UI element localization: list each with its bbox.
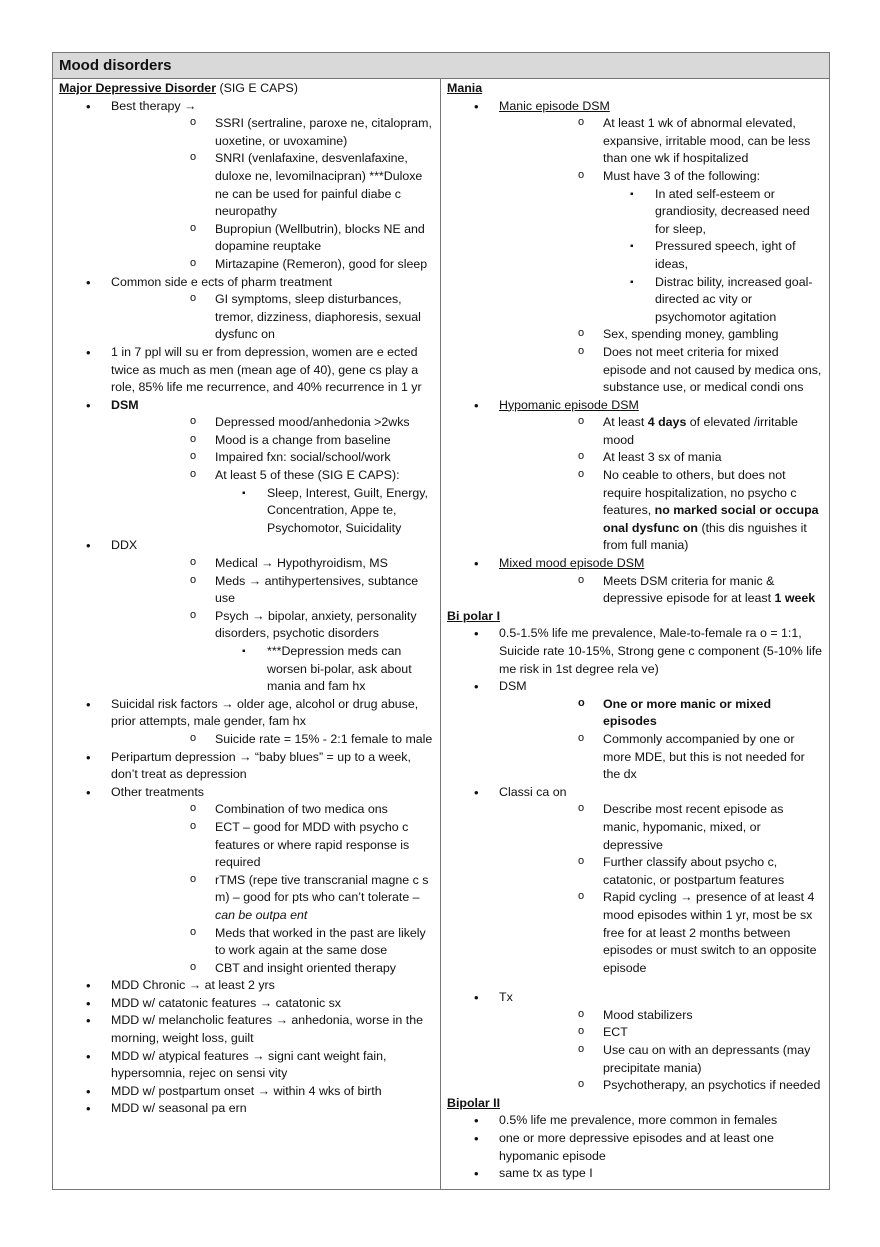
list-item: o Meds that worked in the past are likely to work again at the same dose: [163, 925, 434, 960]
list-item: o Sex, spending money, gambling: [551, 326, 823, 344]
list-item: o Describe most recent episode as manic, hypomanic, mixed, or depressive: [551, 801, 823, 854]
mdd-heading: Major Depressive Disorder (SIG E CAPS): [59, 81, 298, 95]
list-item: o Combination of two medica ons: [163, 801, 434, 819]
list-item: • Hypomanic episode DSM o At least 4 days of elevated /irritable mood o At least 3 sx of mania o No ceable to others, but does not require hospitalization, no psycho c features, no marked social or occupa onal dysfunc on (this dis nguishes it from full mania): [447, 397, 823, 555]
list-item: o At least 1 wk of abnormal elevated, expansive, irritable mood, can be less than one wk if hospitalized: [551, 115, 823, 168]
mdd-column: [53, 79, 441, 1189]
list-item: o At least 4 days of elevated /irritable mood: [551, 414, 823, 449]
list-item: o At least 5 of these (SIG E CAPS): ▪ Sleep, Interest, Guilt, Energy, Concentration, Appe te, Psychomotor, Suicidality: [163, 467, 434, 537]
list-item: o Psychotherapy, an psychotics if needed: [551, 1077, 823, 1095]
list-item: o GI symptoms, sleep disturbances, tremor, dizziness, diaphoresis, sexual dysfunc on: [163, 291, 434, 344]
list-item: o Meets DSM criteria for manic & depressive episode for at least 1 week: [551, 573, 823, 608]
list-item: o Use cau on with an depressants (may precipitate mania): [551, 1042, 823, 1077]
mania-heading: Mania: [447, 81, 483, 95]
list-item: • Classi ca on o Describe most recent episode as manic, hypomanic, mixed, or depressive o Further classify about psycho c, catatonic, or postpartum features o Rapid cycling → presence of at least 4 mood episodes within 1 yr, most be sx free for at least 2 months between episodes or must switch to an opposite episode: [447, 784, 823, 978]
list-item: o SSRI (sertraline, paroxe ne, citalopram, uoxetine, or uvoxamine): [163, 115, 434, 150]
list-item: • MDD w/ melancholic features → anhedonia, worse in the morning, weight loss, guilt: [59, 1012, 434, 1047]
list-item: o Meds → antihypertensives, subtance use: [163, 573, 434, 608]
list-item: • DSM o Depressed mood/anhedonia >2wks o Mood is a change from baseline o Impaired fxn: social/school/work o At least 5 of these (SIG E CAPS): ▪ Sleep, Interest, Guilt, Energy, Concentration, Appe te, Psychomotor, Suicidality: [59, 397, 434, 538]
mood-disorders-table: [52, 52, 830, 1190]
list-item: • Tx o Mood stabilizers o ECT o Use cau on with an depressants (may precipitate mania) o Psychotherapy, an psychotics if needed: [447, 989, 823, 1095]
list-item: ▪ ***Depression meds can worsen bi-polar, ask about mania and fam hx: [215, 643, 434, 696]
list-item: o Impaired fxn: social/school/work: [163, 449, 434, 467]
list-item: • MDD w/ catatonic features → catatonic sx: [59, 995, 434, 1013]
list-item: o Further classify about psycho c, catatonic, or postpartum features: [551, 854, 823, 889]
list-item: o Bupropiun (Wellbutrin), blocks NE and dopamine reuptake: [163, 221, 434, 256]
bipolar-1-heading: Bi polar I: [447, 608, 501, 623]
list-item: o No ceable to others, but does not require hospitalization, no psycho c features, no marked social or occupa onal dysfunc on (this dis nguishes it from full mania): [551, 467, 823, 555]
list-item: ▪ Distrac bility, increased goal-directed ac vity or psychomotor agitation: [603, 274, 823, 327]
list-item: • 0.5-1.5% life me prevalence, Male-to-female ra o = 1:1, Suicide rate 10-15%, Strong gene c component (5-10% life me risk in 1st degree rela ve): [447, 625, 823, 678]
mania-bipolar-column: [441, 79, 829, 1189]
list-item: o Mood is a change from baseline: [163, 432, 434, 450]
list-item: o One or more manic or mixed episodes: [551, 696, 823, 731]
list-item: • MDD w/ seasonal pa ern: [59, 1100, 434, 1118]
list-item: • Peripartum depression → “baby blues” = up to a week, don’t treat as depression: [59, 749, 434, 784]
list-item: o rTMS (repe tive transcranial magne c s m) – good for pts who can’t tolerate – can be outpa ent: [163, 872, 434, 925]
list-item: ▪ In ated self-esteem or grandiosity, decreased need for sleep,: [603, 186, 823, 239]
list-item: • one or more depressive episodes and at least one hypomanic episode: [447, 1130, 823, 1165]
list-item: o CBT and insight oriented therapy: [163, 960, 434, 978]
list-item: • Suicidal risk factors → older age, alcohol or drug abuse, prior attempts, male gender, fam hx o Suicide rate = 15% - 2:1 female to male: [59, 696, 434, 749]
list-item: o ECT: [551, 1024, 823, 1042]
list-item: • Common side e ects of pharm treatment o GI symptoms, sleep disturbances, tremor, dizziness, diaphoresis, sexual dysfunc on: [59, 274, 434, 344]
list-item: o ECT – good for MDD with psycho c features or where rapid response is required: [163, 819, 434, 872]
list-item: • MDD w/ atypical features → signi cant weight fain, hypersomnia, rejec on sensi vity: [59, 1048, 434, 1083]
list-item: • Other treatments o Combination of two medica ons o ECT – good for MDD with psycho c features or where rapid response is required o rTMS (repe tive transcranial magne c s m) – good for pts who can’t tolerate – can be outpa ent o Meds that worked in the past are likely to work again at the same dose o CBT and insight oriented therapy: [59, 784, 434, 978]
list-item: o Depressed mood/anhedonia >2wks: [163, 414, 434, 432]
list-item: o Psych → bipolar, anxiety, personality disorders, psychotic disorders ▪ ***Depression meds can worsen bi-polar, ask about mania and fam hx: [163, 608, 434, 696]
list-item: ▪ Pressured speech, ight of ideas,: [603, 238, 823, 273]
list-item: • Mixed mood episode DSM o Meets DSM criteria for manic & depressive episode for at least 1 week: [447, 555, 823, 608]
list-item: • Best therapy → o SSRI (sertraline, paroxe ne, citalopram, uoxetine, or uvoxamine) o SNRI (venlafaxine, desvenlafaxine, duloxe ne, levomilnacipran) ***Duloxe ne can be used for painful diabe c neuropathy o Bupropiun (Wellbutrin), blocks NE and dopamine reuptake o Mirtazapine (Remeron), good for sleep: [59, 98, 434, 274]
list-item: • MDD Chronic → at least 2 yrs: [59, 977, 434, 995]
list-item: o Does not meet criteria for mixed episode and not caused by medica ons, substance use, or medical condi ons: [551, 344, 823, 397]
list-item: o Must have 3 of the following: ▪ In ated self-esteem or grandiosity, decreased need for sleep, ▪ Pressured speech, ight of ideas, ▪ Distrac bility, increased goal-directed ac vity or psychomotor agitation: [551, 168, 823, 326]
table-title: Mood disorders: [53, 53, 829, 79]
list-item: • 0.5% life me prevalence, more common in females: [447, 1112, 823, 1130]
list-item: • 1 in 7 ppl will su er from depression, women are e ected twice as much as men (mean age of 40), gene cs play a role, 85% life me recurrence, and 40% recurrence in 1 yr: [59, 344, 434, 397]
list-item: • same tx as type I: [447, 1165, 823, 1183]
list-item: o Commonly accompanied by one or more MDE, but this is not needed for the dx: [551, 731, 823, 784]
list-item: o Suicide rate = 15% - 2:1 female to male: [163, 731, 434, 749]
list-item: o Medical → Hypothyroidism, MS: [163, 555, 434, 573]
list-item: • DDX o Medical → Hypothyroidism, MS o Meds → antihypertensives, subtance use o Psych → bipolar, anxiety, personality disorders, psychotic disorders ▪ ***Depression meds can worsen bi-polar, ask about mania and fam hx: [59, 537, 434, 695]
list-item: ▪ Sleep, Interest, Guilt, Energy, Concentration, Appe te, Psychomotor, Suicidality: [215, 485, 434, 538]
list-item: o Rapid cycling → presence of at least 4 mood episodes within 1 yr, most be sx free for at least 2 months between episodes or must switch to an opposite episode: [551, 889, 823, 977]
list-item: o At least 3 sx of mania: [551, 449, 823, 467]
mdd-list: [59, 98, 434, 1118]
bipolar-2-heading: Bipolar II: [447, 1095, 501, 1110]
list-item: • MDD w/ postpartum onset → within 4 wks of birth: [59, 1083, 434, 1101]
list-item: o SNRI (venlafaxine, desvenlafaxine, duloxe ne, levomilnacipran) ***Duloxe ne can be used for painful diabe c neuropathy: [163, 150, 434, 220]
list-item: • Manic episode DSM o At least 1 wk of abnormal elevated, expansive, irritable mood, can be less than one wk if hospitalized o Must have 3 of the following: ▪ In ated self-esteem or grandiosity, decreased need for sleep, ▪ Pressured speech, ight of ideas, ▪ Distrac bility, increased goal-directed ac vity or psychomotor agitation o Sex, spending money, gambling o Does not meet criteria for mixed episode and not caused by medica ons, substance use, or medical condi ons: [447, 98, 823, 397]
list-item: • DSM o One or more manic or mixed episodes o Commonly accompanied by one or more MDE, but this is not needed for the dx: [447, 678, 823, 784]
list-item: o Mirtazapine (Remeron), good for sleep: [163, 256, 434, 274]
list-item: o Mood stabilizers: [551, 1007, 823, 1025]
